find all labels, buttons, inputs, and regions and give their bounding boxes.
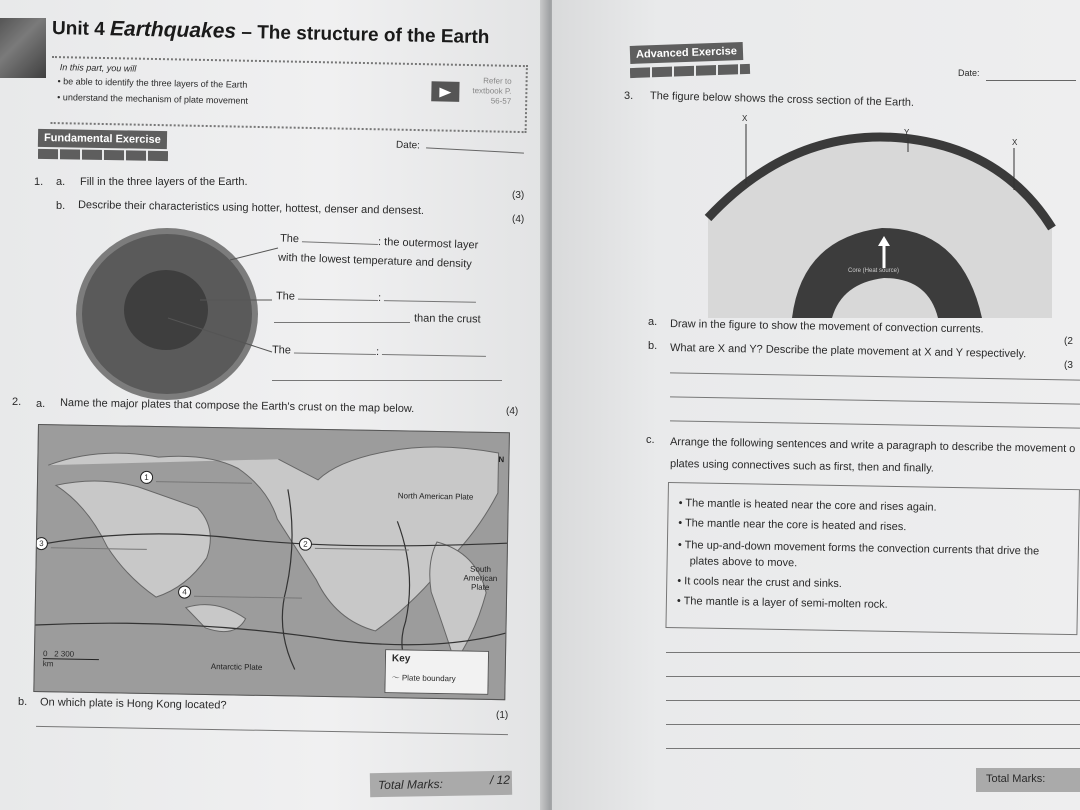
question-text: Draw in the figure to show the movement of convection currents. xyxy=(669,318,984,336)
core-label: Core (Heat source) xyxy=(848,268,900,274)
objective-item: • understand the mechanism of plate movement xyxy=(57,92,249,106)
question-text: Arrange the following sentences and write a paragraph to describe the movement o xyxy=(669,436,1076,456)
unit-subtitle: – The structure of the Earth xyxy=(241,21,490,49)
answer-field[interactable] xyxy=(384,300,476,303)
total-marks-score: / 12 xyxy=(489,772,511,788)
plate-marker-4: 4 xyxy=(178,585,191,598)
question-text: Name the major plates that compose the Earth's crust on the map below. xyxy=(59,396,415,416)
answer-field[interactable] xyxy=(670,420,1080,428)
question-part: c. xyxy=(646,434,655,446)
plate-map xyxy=(33,424,510,700)
answer-field[interactable] xyxy=(670,396,1080,404)
label-x-left: X xyxy=(742,114,748,123)
question-text: What are X and Y? Describe the plate movement at X and Y respectively. xyxy=(669,342,1027,361)
blank-1: The : the outermost layer xyxy=(279,232,479,252)
label-x-right: X xyxy=(1012,138,1018,147)
answer-field[interactable] xyxy=(272,380,502,381)
total-marks-box xyxy=(370,771,512,797)
question-text: Fill in the three layers of the Earth. xyxy=(80,176,248,188)
map-key xyxy=(384,649,489,695)
unit-number: Unit 4 xyxy=(51,18,105,41)
sentence-item: • The mantle is a layer of semi-molten rock. xyxy=(676,595,888,611)
question-part: a. xyxy=(36,398,46,410)
answer-field[interactable] xyxy=(382,354,486,357)
question-part: b. xyxy=(56,200,66,212)
cross-section-svg xyxy=(702,118,1062,318)
plate-marker-2: 2 xyxy=(299,538,312,551)
sentence-item: • The mantle is heated near the core and rises again. xyxy=(678,497,937,514)
banner-stripe xyxy=(630,64,750,78)
antarctic-plate-label: Antarctic Plate xyxy=(210,662,263,672)
plate-marker-3: 3 xyxy=(35,537,48,550)
total-marks-label: Total Marks: xyxy=(986,773,1046,785)
key-title: Key xyxy=(391,653,411,665)
question-number: 2. xyxy=(12,396,22,408)
marks: (2 xyxy=(1064,336,1073,347)
answer-field[interactable] xyxy=(274,322,410,323)
blank-1-desc: with the lowest temperature and density xyxy=(277,251,472,271)
date-label: Date: xyxy=(958,68,980,78)
objective-item: • be able to identify the three layers of the Earth xyxy=(57,76,248,90)
blank-2-desc: than the crust xyxy=(413,312,481,326)
sentence-item: • It cools near the crust and sinks. xyxy=(677,575,843,591)
objectives-heading: In this part, you will xyxy=(59,62,137,74)
unit-name: Earthquakes xyxy=(109,17,237,43)
map-scale: 0 2 300 km xyxy=(43,649,99,669)
marks: (1) xyxy=(496,710,509,721)
sentence-item: • The mantle near the core is heated and rises. xyxy=(678,517,907,534)
question-number: 3. xyxy=(624,90,634,102)
question-text: The figure below shows the cross section of the Earth. xyxy=(649,90,915,109)
answer-field[interactable] xyxy=(666,652,1080,653)
question-text: Describe their characteristics using hotter, hottest, denser and densest. xyxy=(77,198,425,218)
sentence-box xyxy=(665,482,1079,635)
plate-marker-1: 1 xyxy=(140,471,153,484)
sentence-item-cont: plates above to move. xyxy=(689,555,798,570)
answer-field[interactable] xyxy=(298,299,378,301)
advanced-exercise-banner: Advanced Exercise xyxy=(630,42,743,64)
question-part: b. xyxy=(648,340,658,352)
answer-field[interactable] xyxy=(294,353,376,355)
answer-field[interactable] xyxy=(36,726,508,735)
fundamental-exercise-banner: Fundamental Exercise xyxy=(38,129,167,149)
marks: (4) xyxy=(512,214,525,225)
question-part: a. xyxy=(648,316,658,328)
answer-field[interactable] xyxy=(666,676,1080,677)
question-text: On which plate is Hong Kong located? xyxy=(39,696,227,712)
blank-2: The : xyxy=(276,290,476,305)
key-item: 〜 Plate boundary xyxy=(391,673,456,684)
sentence-item: • The up-and-down movement forms the convection currents that drive the xyxy=(677,539,1040,558)
question-part: b. xyxy=(18,696,28,708)
refer-text: Refer to textbook P. 56-57 xyxy=(472,76,512,106)
answer-field[interactable] xyxy=(666,700,1080,701)
north-american-plate-label: North American Plate xyxy=(397,491,474,502)
label-y: Y xyxy=(904,128,910,137)
south-american-plate-label: South American Plate xyxy=(463,564,498,592)
question-text: plates using connectives such as first, then and finally. xyxy=(669,458,935,475)
marks: (3 xyxy=(1064,360,1073,371)
date-label: Date: xyxy=(395,139,421,152)
answer-field[interactable] xyxy=(666,748,1080,749)
answer-field[interactable] xyxy=(302,241,378,245)
marks: (4) xyxy=(506,406,519,417)
total-marks-label: Total Marks: xyxy=(377,776,444,793)
total-marks-box xyxy=(976,768,1080,792)
blank-3: The : xyxy=(272,344,486,360)
north-arrow-label: N xyxy=(498,455,505,465)
question-number: 1. xyxy=(34,176,44,188)
right-page xyxy=(552,0,1080,810)
earth-cross-section xyxy=(702,114,1062,318)
marks: (3) xyxy=(512,190,525,201)
answer-field[interactable] xyxy=(666,724,1080,725)
date-field[interactable] xyxy=(986,80,1076,81)
question-part: a. xyxy=(56,176,66,188)
answer-field[interactable] xyxy=(670,372,1080,380)
